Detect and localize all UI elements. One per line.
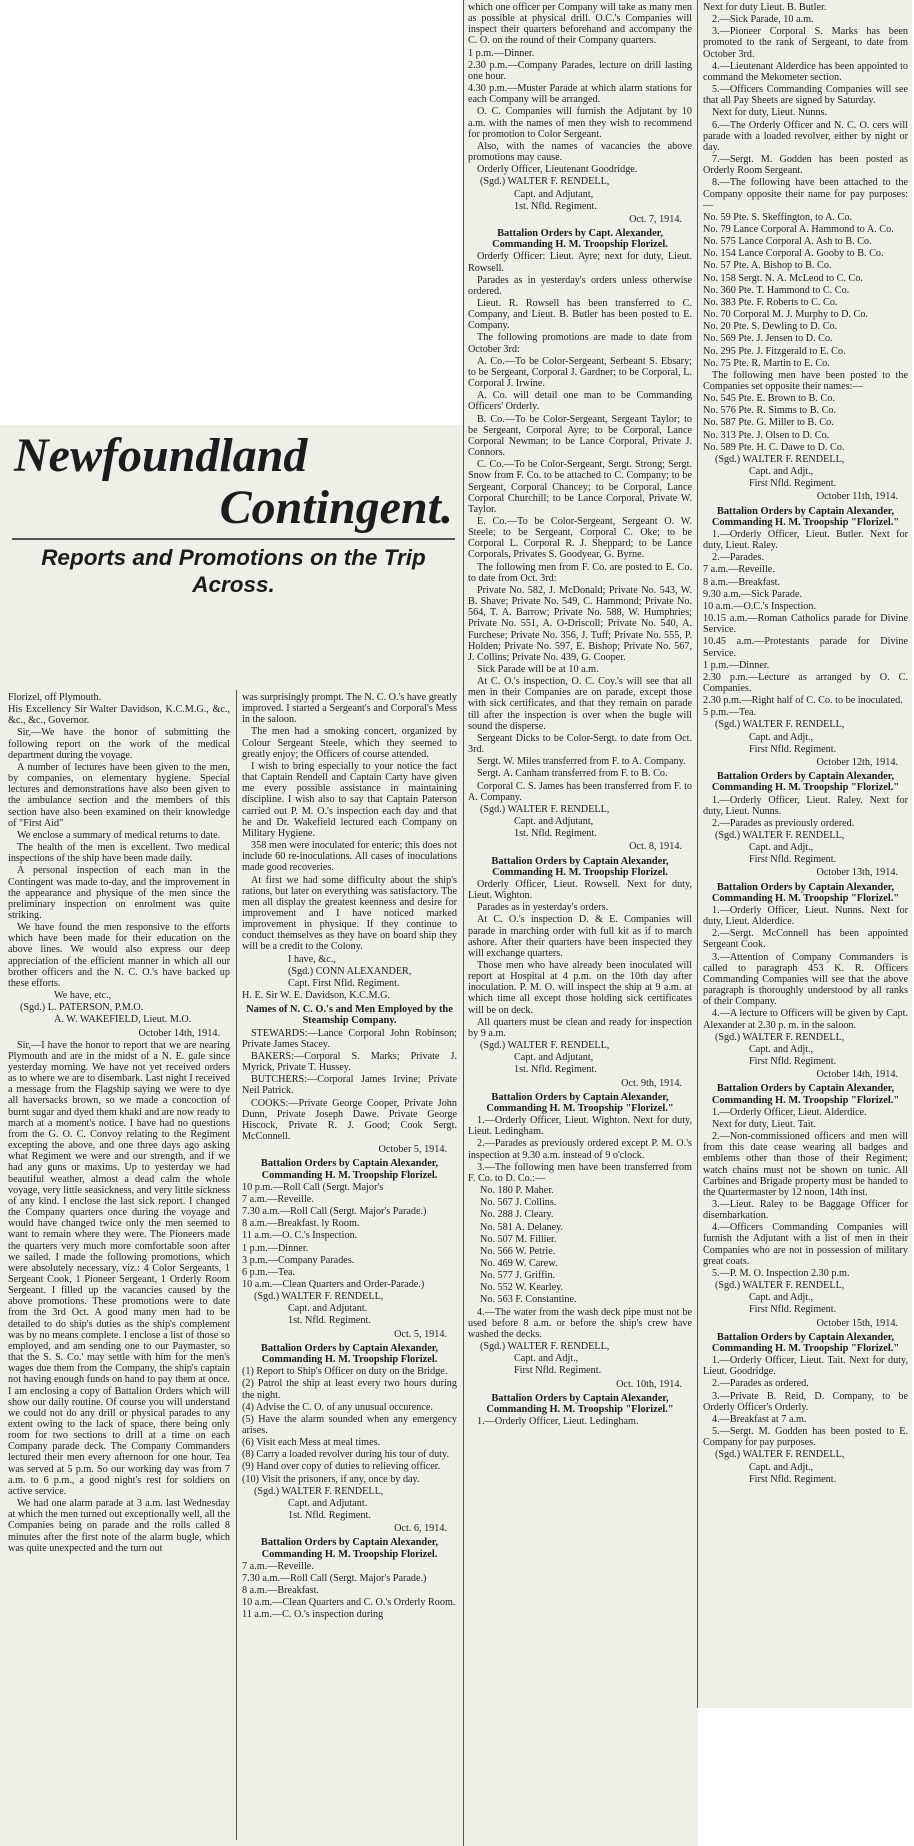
paragraph: 4.—A lecture to Officers will be given by Capt. Alexander at 2.30 p. m. in the saloon. — [703, 1008, 908, 1031]
paragraph: 7 a.m.—Reveille. — [703, 564, 775, 576]
paragraph: 358 men were inoculated for enteric; this does not include 60 re-inoculations. All cases of inoculations made good recoveries. — [242, 840, 457, 874]
paragraph: 1.—Orderly Officer, Lieut. Butler. Next for duty, Lieut. Raley. — [703, 528, 908, 552]
paragraph: The following men from F. Co. are posted to E. Co. to date from Oct. 3rd: — [468, 561, 692, 584]
paragraph: 8 a.m.—Breakfast. — [703, 576, 780, 588]
paragraph: Parades as in yesterday's orders. — [477, 902, 609, 914]
paragraph: 7 a.m.—Reveille. — [242, 1560, 314, 1572]
signature-line: Capt. and Adjutant, — [514, 1052, 594, 1064]
paragraph: (6) Visit each Mess at meal times. — [242, 1437, 381, 1449]
paragraph: A. Co.—To be Color-Sergeant, Serbeant S. Ebsary; to be Sergeant, Corporal J. Gardner; to be Corporal, L. Corporal J. Irwine. — [468, 355, 692, 390]
paragraph: No. 587 Pte. G. Miller to B. Co. — [703, 417, 834, 429]
signature-line: No. 577 J. Griffin. — [480, 1270, 556, 1282]
paragraph: No. 20 Pte. S. Dewling to D. Co. — [703, 321, 838, 333]
paragraph: 1.—Orderly Officer, Lieut. Tait. Next for duty, Lieut. Goodridge. — [703, 1355, 908, 1378]
signature-line: First Nfld. Regiment. — [749, 1056, 837, 1068]
dateline: October 13th, 1914. — [816, 867, 898, 879]
paragraph: 7 a.m.—Reveille. — [242, 1193, 314, 1205]
signature-line: 1st. Nfld. Regiment. — [514, 828, 597, 840]
signature-line: First Nfld. Regiment. — [749, 478, 837, 490]
paragraph: All quarters must be clean and ready for inspection by 9 a.m. — [468, 1016, 692, 1039]
paragraph: We have found the men responsive to the efforts which have been made for their education on the above lines. We would also express our deep appreciation of the efficient manner in which all our brother officers and the N. C. O.'s have backed up these efforts. — [8, 922, 230, 989]
paragraph: 2.—Parades as previously ordered except P. M. O.'s inspection at 9.30 a.m. instead of 9 o'clock. — [468, 1138, 692, 1161]
signature-line: First Nfld. Regiment. — [749, 854, 837, 866]
signature-line: (Sgd.) WALTER F. RENDELL, — [480, 803, 610, 815]
paragraph: No. 158 Sergt. N. A. McLeod to C. Co. — [703, 272, 863, 284]
paragraph: 4.30 p.m.—Muster Parade at which alarm stations for each Company will be arranged. — [468, 83, 692, 106]
masthead — [6, 430, 461, 598]
signature-line: 1st. Nfld. Regiment. — [514, 200, 597, 212]
paragraph: 10.15 a.m.—Roman Catholics parade for Divine Service. — [703, 613, 908, 636]
signature-line: (Sgd.) L. PATERSON, P.M.O. — [20, 1002, 144, 1014]
text-column-3 — [468, 2, 692, 1842]
signature-line: No. 469 W. Carew. — [480, 1258, 558, 1269]
paragraph: 7.30 a.m.—Roll Call (Sergt. Major's Parade.) — [242, 1206, 427, 1218]
signature-line: No. 581 A. Delaney. — [480, 1221, 564, 1233]
paragraph: STEWARDS:—Lance Corporal John Robinson; Private James Stacey. — [242, 1027, 457, 1050]
paragraph: Those men who have already been inoculated will report at Hospital at 4 p.m. on the 10th day after inoculation. P. M. O. will inspect the ship at 9 a.m. at which time all except those holding sick certificates will be on deck. — [468, 960, 692, 1016]
paragraph: 8.—The following have been attached to the Company opposite their name for pay purposes:— — [703, 177, 908, 211]
paragraph: A personal inspection of each man in the Contingent was made to-day, and the improvement in the appearance and physique of the men since the preliminary inspection on enrolment was quite striking. — [8, 865, 230, 921]
paragraph: A. Co. will detail one man to be Commanding Officers' Orderly. — [468, 390, 692, 413]
paragraph: 2.—Non-commissioned officers and men will from this date cease wearing all badges and emblems other than those of their Regiment; watch chains must not be shown on tunic. All Carbines and Brigade property must be handed to the Quartermaster by 12 noon, 14th inst. — [703, 1131, 908, 1198]
paragraph: COOKS:—Private George Cooper, Private John Dunn, Private Joseph Dawe. Private George Hiscock, Private R. J. Good; Cook Sergt. McConnell. — [242, 1097, 457, 1143]
paragraph: Lieut. R. Rowsell has been transferred to C. Company, and Lieut. B. Butler has been posted to E. Company. — [468, 298, 692, 332]
paragraph: No. 59 Pte. S. Skeffington, to A. Co. — [703, 211, 852, 223]
dateline: October 11th, 1914. — [816, 491, 898, 503]
paragraph: 2.30 p.m.—Lecture as arranged by O. C. Companies. — [703, 671, 908, 694]
headline-line-1: Newfoundland — [14, 429, 308, 482]
paragraph: Next for duty, Lieut. Nunns. — [712, 107, 828, 119]
text-column-2 — [242, 692, 457, 1842]
signature-line: (Sgd.) WALTER F. RENDELL, — [715, 1031, 845, 1043]
paragraph: O. C. Companies will furnish the Adjutant by 10 a.m. with the names of men they wish to recommend for promotion to Color Sergeant. — [468, 106, 692, 140]
paragraph: C. Co.—To be Color-Sergeant, Sergt. Strong; Sergt. Snow from F. Co. to be attached to C. Company; to be Sergeant, Corporal Chancey; to be Corporal, Lance Corporal Churchill; to be Lance Corporal, Private W. Taylor. — [468, 459, 692, 515]
paragraph: The following promotions are made to date from October 3rd: — [468, 332, 692, 355]
paragraph: No. 70 Corporal M. J. Murphy to D. Co. — [703, 309, 868, 321]
paragraph: was surprisingly prompt. The N. C. O.'s have greatly improved. I started a Sergeant's and Corporal's Mess in the saloon. — [242, 692, 457, 726]
paragraph: 1 p.m.—Dinner. — [242, 1242, 309, 1254]
paragraph: 1.—Orderly Officer, Lieut. Raley. Next for duty, Lieut. Nunns. — [703, 794, 908, 817]
paragraph: 10 p.m.—Roll Call (Sergt. Major's — [242, 1181, 384, 1193]
paragraph: 1.—Orderly Officer, Lieut. Wighton. Next for duty, Lieut. Ledingham. — [468, 1115, 692, 1138]
paragraph: Also, with the names of vacancies the above promotions may cause. — [468, 140, 692, 164]
paragraph: Orderly Officer, Lieut. Rowsell. Next for duty, Lieut. Wighton. — [468, 878, 692, 902]
paragraph: Orderly Officer, Lieutenant Goodridge. — [477, 164, 638, 176]
paragraph: 1.—Orderly Officer, Lieut. Nunns. Next for duty, Lieut. Alderdice. — [703, 905, 908, 928]
signature-line: Capt. and Adjt., — [749, 1043, 814, 1055]
paragraph: 10 a.m.—O.C.'s Inspection. — [703, 600, 817, 612]
signature-line: First Nfld. Regiment. — [749, 743, 837, 755]
section-heading: Battalion Orders by Captain Alexander, Commanding H. M. Troopship "Florizel." — [711, 1331, 900, 1354]
paragraph: Parades as in yesterday's orders unless otherwise ordered. — [468, 274, 692, 297]
section-heading: Battalion Orders by Captain Alexander, Commanding H. M. Troopship "Florizel." — [711, 881, 900, 904]
paragraph: 2.—Parades as previously ordered. — [712, 817, 855, 829]
signature-line: 1st. Nfld. Regiment. — [288, 1510, 371, 1522]
paragraph: 5.—P. M. O. Inspection 2.30 p.m. — [712, 1267, 850, 1279]
paragraph: 2.30 p.m.—Right half of C. Co. to be inoculated. — [703, 695, 903, 707]
paragraph: 10.45 a.m.—Protestants parade for Divine Service. — [703, 636, 908, 659]
paragraph: 3.—Pioneer Corporal S. Marks has been promoted to the rank of Sergeant, to date from October 3rd. — [703, 26, 908, 60]
signature-line: (Sgd.) WALTER F. RENDELL, — [715, 719, 845, 731]
paragraph: At C. O.'s inspection D. & E. Companies will parade in marching order with full kit as if to march ashore. After their quarters have been inspected they will exchange quarters. — [468, 914, 692, 959]
signature-line: Capt. and Adjutant. — [288, 1303, 368, 1315]
paragraph: 7.—Sergt. M. Godden has been posted as Orderly Room Sergeant. — [703, 154, 908, 177]
paragraph: The following men have been posted to the Companies set opposite their names:— — [703, 369, 908, 392]
paragraph: 1.—Orderly Officer, Lieut. Ledingham. — [477, 1416, 639, 1428]
paragraph: Next for duty, Lieut. Tait. — [712, 1118, 816, 1130]
section-heading: Battalion Orders by Captain Alexander, Commanding H. M. Troopship Florizel. — [260, 1158, 439, 1181]
paragraph: 8 a.m.—Breakfast. ly Room. — [242, 1218, 360, 1230]
paragraph: 10 a.m.—Clean Quarters and C. O.'s Orderly Room. — [242, 1597, 456, 1609]
paragraph: (5) Have the alarm sounded when any emergency arises. — [242, 1413, 457, 1436]
paragraph: Sir,—I have the honor to report that we are nearing Plymouth and are in the midst of a N. E. gale since yesterday morning. We have not yet received orders as to where we are to disembark. Last night I received a message from the Flagship saying we were to dye all haversacks brown, so we made a concoction of burnt sugar and dyed them khaki and are now ready to march at a moment's notice. I have had no questions from the G. O. C. Convoy relating to the Regiment excepting the above, and one three days ago asking what Regiment we were and our strength, and if we had any guns or maxims. Up to yesterday we had beautiful weather, almost a dead calm the whole voyage, very little seasickness, and very little sickness of any kind. I enclose the last sick report. I changed the Company quarters once during the voyage and would have changed twice only the men seemed to want to remain where they were. The Pioneers made the quarters very much more comfortable soon after we sailed. I made the following promotions, which were absolutely necessary, viz.: 4 Color Sergeants, 1 Sergeant Cook, 1 Pioneer Sergeant, 1 Orderly Room Sergeant. I filled up the vacancies caused by the above promotions. These promotions were to date from the 3rd Oct. A good many men had to be detailed to do ship's duties as the ship's complement was by no means complete. I enclose a list of those so employed, and am sending one to our Paymaster, so that the S. S. Co.' may settle with him for the men's wages due them from the Company, the ship's captain not having enough funds on hand to pay them at once. I am enclosing a copy of Battalion Orders which will show our daily routine. Of course you will understand we could not do any drill or physical parades to any extent owing to the lack of space, there being only room for two sections to drill at a time on each Company parade deck. The Company Commanders lectured their men every afternoon for one hour. Tea was served at 5 p.m. So our working day was from 7 a.m. to 6 p.m., a good night's rest for soldiers on active service. — [8, 1039, 230, 1497]
paragraph: No. 575 Lance Corporal A. Ash to B. Co. — [703, 236, 872, 248]
section-heading: Battalion Orders by Captain Alexander, Commanding H. M. Troopship "Florizel." — [711, 505, 900, 528]
signature-line: Capt. and Adjt., — [749, 466, 814, 478]
paragraph: His Excellency Sir Walter Davidson, K.C.M.G., &c., &c., &c., Governor. — [8, 704, 230, 727]
paragraph: No. 360 Pte. T. Hammond to C. Co. — [703, 284, 850, 296]
dateline: Oct. 8, 1914. — [629, 841, 682, 853]
paragraph: Sergt. A. Canham transferred from F. to B. Co. — [477, 768, 668, 780]
signature-line: A. W. WAKEFIELD, Lieut. M.O. — [54, 1014, 192, 1026]
paragraph: BUTCHERS:—Corporal James Irvine; Private Neil Patrick. — [242, 1074, 457, 1097]
paragraph: No. 589 Pte. H. C. Dawe to D. Co. — [703, 441, 845, 453]
paragraph: Sergt. W. Miles transferred from F. to A. Company. — [477, 756, 686, 768]
section-heading: Battalion Orders by Captain Alexander, Commanding H. M. Troopship "Florizel." — [711, 1083, 900, 1106]
paragraph: B. Co.—To be Color-Sergeant, Sergeant Taylor; to be Sergeant, Corporal Ayre; to be Corporal, Lance Corporal Newman; to be Lance Corporal, Private J. Connors. — [468, 413, 692, 459]
paragraph: 5.—Sergt. M. Godden has been posted to E. Company for pay purposes. — [703, 1426, 908, 1449]
dateline: October 5, 1914. — [378, 1144, 447, 1156]
signature-line: First Nfld. Regiment. — [749, 1304, 837, 1316]
paragraph: No. 295 Pte. J. Fitzgerald to E. Co. — [703, 345, 846, 357]
paragraph: Orderly Officer: Lieut. Ayre; next for duty, Lieut. Rowsell. — [468, 251, 692, 274]
signature-line: Capt. First Nfld. Regiment. — [288, 977, 400, 989]
section-heading: Battalion Orders by Captain Alexander, Commanding H. M. Troopship Florizel. — [260, 1342, 439, 1365]
paragraph: 3.—Private B. Reid, D. Company, to be Orderly Officer's Orderly. — [703, 1390, 908, 1413]
headline-line-2: Contingent. — [219, 481, 453, 534]
paragraph: 5 p.m.—Tea. — [703, 707, 757, 719]
paragraph: 1 p.m.—Dinner. — [703, 659, 770, 671]
paragraph: BAKERS:—Corporal S. Marks; Private J. Myrick, Private T. Hussey. — [242, 1050, 457, 1074]
paragraph: No. 569 Pte. J. Jensen to D. Co. — [703, 333, 833, 345]
signature-line: No. 288 J. Cleary. — [480, 1209, 554, 1221]
signature-line: 1st. Nfld. Regiment. — [514, 1064, 597, 1076]
paragraph: 3.—The following men have been transferred from F. Co. to D. Co.:— — [468, 1161, 692, 1184]
dateline: October 15th, 1914. — [816, 1317, 898, 1329]
paragraph: No. 383 Pte. F. Roberts to C. Co. — [703, 296, 838, 308]
paragraph: 2.—Parades as ordered. — [712, 1378, 809, 1390]
paragraph: 11 a.m.—C. O.'s inspection during — [242, 1609, 384, 1621]
dateline: Oct. 10th, 1914. — [616, 1378, 682, 1390]
signature-line: Capt. and Adjt., — [749, 1461, 814, 1473]
paragraph: (10) Visit the prisoners, if any, once by day. — [242, 1473, 420, 1485]
signature-line: No. 507 M. Fillier. — [480, 1233, 557, 1245]
signature-line: No. 180 P. Maher. — [480, 1185, 554, 1197]
signature-line: 1st. Nfld. Regiment. — [288, 1315, 371, 1327]
signature-line: No. 563 F. Constantine. — [480, 1294, 577, 1306]
dateline: October 14th, 1914. — [138, 1027, 220, 1039]
paragraph: (4) Advise the C. O. of any unusual occurence. — [242, 1401, 433, 1413]
paragraph: 4.—The water from the wash deck pipe must not be used before 8 a.m. or before the ship's crew have washed the decks. — [468, 1306, 692, 1340]
signature-line: First Nfld. Regiment. — [749, 1473, 837, 1485]
paragraph: which one officer per Company will take as many men as possible at physical drill. O.C.'s Companies will inspect their quarters beforehand and accompany the C. O. on the round of their Company quarters. — [468, 2, 692, 47]
paragraph: 11 a.m.—O. C.'s Inspection. — [242, 1230, 358, 1242]
paragraph: 2.—Sergt. McConnell has been appointed Sergeant Cook. — [703, 928, 908, 951]
signature-line: (Sgd.) WALTER F. RENDELL, — [480, 1040, 610, 1052]
signature-line: (Sgd.) CONN ALEXANDER, — [288, 965, 412, 977]
signature-line: (Sgd.) WALTER F. RENDELL, — [715, 1280, 845, 1292]
subheadline: Reports and Promotions on the Trip Across. — [41, 545, 426, 597]
paragraph: 6.—The Orderly Officer and N. C. O. cers will parade with a loaded revolver, either by night or day. — [703, 119, 908, 153]
signature-line: Capt. and Adjutant, — [514, 816, 594, 828]
signature-line: No. 567 J. Collins. — [480, 1197, 557, 1209]
paragraph: We enclose a summary of medical returns to date. — [17, 829, 221, 841]
text-column-1 — [8, 692, 230, 1842]
paragraph: 1.—Orderly Officer, Lieut. Alderdice. — [712, 1106, 867, 1118]
signature-line: (Sgd.) WALTER F. RENDELL, — [715, 1449, 845, 1461]
paragraph: Corporal C. S. James has been transferred from F. to A. Company. — [468, 780, 692, 803]
signature-line: We have, etc., — [54, 990, 112, 1002]
paragraph: 3 p.m.—Company Parades. — [242, 1254, 355, 1266]
paragraph: No. 75 Pte. R. Martin to E. Co. — [703, 357, 830, 369]
paragraph: 2.—Parades. — [712, 552, 765, 564]
paragraph: Private No. 582, J. McDonald; Private No. 543, W. B. Shave; Private No. 549, C. Hammond; Private No. 564, T. A. Barrow; Private No. 588, W. Humphries; Private No. 551, A. O-Driscoll; Private No. 540, A. Furchese; Private No. 356, J. Tuff; Private No. 555, P. Holden; Private No. 597, E. Bishop; Private No. 567, J. Collins; Private No. 439, G. Cooper. — [468, 584, 692, 663]
paragraph: (2) Patrol the ship at least every two hours during the night. — [242, 1378, 457, 1401]
section-heading: Battalion Orders by Captain Alexander, Commanding H. M. Troopship "Florizel." — [486, 1091, 674, 1114]
paragraph: Florizel, off Plymouth. — [8, 692, 102, 703]
signature-line: Capt. and Adjt., — [749, 842, 814, 854]
paragraph: The men had a smoking concert, organized by Colour Sergeant Steele, which they seemed to greatly enjoy; the Officers of course attended. — [242, 726, 457, 760]
headline-rule — [12, 538, 455, 540]
dateline: Oct. 7, 1914. — [629, 213, 682, 225]
signature-line: (Sgd.) WALTER F. RENDELL, — [480, 1341, 610, 1353]
signature-line: (Sgd.) WALTER F. RENDELL, — [254, 1291, 384, 1303]
paragraph: No. 79 Lance Corporal A. Hammond to A. Co. — [703, 223, 894, 235]
dateline: Oct. 9th, 1914. — [621, 1077, 682, 1089]
section-heading: Battalion Orders by Captain Alexander, Commanding H. M. Troopship Florizel. — [260, 1537, 439, 1560]
paragraph: No. 57 Pte. A. Bishop to B. Co. — [703, 260, 832, 272]
paragraph: (8) Carry a loaded revolver during his tour of duty. — [242, 1449, 449, 1461]
section-heading: Battalion Orders by Capt. Alexander, Commanding H. M. Troopship Florizel. — [492, 227, 668, 251]
signature-line: (Sgd.) WALTER F. RENDELL, — [715, 453, 845, 465]
signature-line: Capt. and Adjt., — [514, 1353, 579, 1365]
paragraph: No. 576 Pte. R. Simms to B. Co. — [703, 405, 837, 417]
paragraph: 9.30 a.m.—Sick Parade. — [703, 588, 803, 600]
dateline: October 12th, 1914. — [816, 756, 898, 768]
paragraph: 1 p.m.—Dinner. — [468, 47, 535, 59]
signature-line: (Sgd.) WALTER F. RENDELL, — [480, 176, 610, 188]
column-divider-2 — [463, 0, 464, 1846]
signature-line: Capt. and Adjt., — [749, 1292, 814, 1304]
paragraph: Sergeant Dicks to be Color-Sergt. to date from Oct. 3rd. — [468, 732, 692, 756]
paragraph: 3.—Attention of Company Commanders is called to paragraph 453 K. R. Officers Commanding Companies will see that the above paragraph is thoroughly understood by all ranks of their Company. — [703, 951, 908, 1008]
paragraph: 8 a.m.—Breakfast. — [242, 1585, 319, 1597]
signature-line: Capt. and Adjt., — [749, 731, 814, 743]
paragraph: 10 a.m.—Clean Quarters and Order-Parade.) — [242, 1279, 425, 1290]
dateline: October 14th, 1914. — [816, 1069, 898, 1081]
paragraph: 2.30 p.m.—Company Parades, lecture on drill lasting one hour. — [468, 59, 692, 82]
paragraph: Sir,—We have the honor of submitting the following report on the work of the medical department during the voyage. — [8, 727, 230, 761]
paragraph: A number of lectures have been given to the men, by companies, on elementary hygiene. Special lectures and demonstrations have also been given to the ambulance section and the members of this section have also been examined on their knowledge of "First Aid" — [8, 761, 230, 829]
signature-line: First Nfld. Regiment. — [514, 1365, 602, 1377]
paragraph: No. 154 Lance Corporal A. Gooby to B. Co. — [703, 248, 884, 260]
dateline: Oct. 6, 1914. — [394, 1523, 447, 1535]
paragraph: 4.—Lieutenant Alderdice has been appointed to command the Mekometer section. — [703, 60, 908, 83]
signature-line: No. 552 W. Kearley. — [480, 1282, 564, 1294]
paragraph: 4.—Officers Commanding Companies will furnish the Adjutant with a list of men in their Companies who are not in possession of military great coats. — [703, 1222, 908, 1267]
section-heading: Battalion Orders by Captain Alexander, Commanding H. M. Troopship "Florizel." — [711, 771, 900, 794]
paragraph: 6 p.m.—Tea. — [242, 1266, 296, 1278]
paragraph: (9) Hand over copy of duties to relieving officer. — [242, 1461, 441, 1473]
paragraph: E. Co.—To be Color-Sergeant, Sergeant O. W. Steele; to be Sergeant, Corporal C. Oke; to be Corporal L. Corporal R. J. Sheppard; to be Lance Corporals, Privates S. Goodyear, G. Byrne. — [468, 515, 692, 561]
paragraph: 7.30 a.m.—Roll Call (Sergt. Major's Parade.) — [242, 1572, 427, 1584]
signature-line: (Sgd.) WALTER F. RENDELL, — [254, 1485, 384, 1497]
paragraph: We had one alarm parade at 3 a.m. last Wednesday at which the men turned out exceptionally well, all the Companies being on parade and the rolls called 8 minutes after the first note of the alarm bugle, which was quite unexpected and the turn out — [8, 1498, 230, 1554]
paragraph: 5.—Officers Commanding Companies will see that all Pay Sheets are signed by Saturday. — [703, 84, 908, 107]
signature-line: I have, &c., — [288, 953, 336, 965]
section-heading: Battalion Orders by Captain Alexander, Commanding H. M. Troopship Florizel. — [491, 855, 669, 878]
text-column-4 — [703, 2, 908, 1702]
paragraph: (1) Report to Ship's Officer on duty on the Bridge. — [242, 1366, 448, 1378]
paragraph: Next for duty Lieut. B. Butler. — [703, 2, 827, 13]
paragraph: No. 545 Pte. E. Brown to B. Co. — [703, 393, 835, 405]
signature-line: Capt. and Adjutant. — [288, 1497, 368, 1509]
paragraph: The health of the men is excellent. Two medical inspections of the ship have been made daily. — [8, 842, 230, 865]
column-divider-1 — [236, 690, 237, 1840]
section-heading: Battalion Orders by Captain Alexander, Commanding H. M. Troopship "Florizel." — [486, 1392, 674, 1415]
paragraph: 3.—Lieut. Raley to be Baggage Officer for disembarkation. — [703, 1199, 908, 1222]
paragraph: 4.—Breakfast at 7 a.m. — [712, 1413, 807, 1425]
paragraph: I wish to bring especially to your notice the fact that Captain Rendell and Captain Carty have given me every possible assistance in maintaining discipline. I wish also to say that Captain Paterson carried out P. M. O.'s inspection each day and that he and Dr. Wakefield lectured each Company on Military Hygiene. — [242, 760, 457, 839]
signature-line: (Sgd.) WALTER F. RENDELL, — [715, 829, 845, 841]
paragraph: 2.—Sick Parade, 10 a.m. — [712, 14, 814, 26]
paragraph: At first we had some difficulty about the ship's rations, but later on everything was satisfactory. The men all display the greatest keenness and desire for improvement and I have noticed marked improvement in physique. If they continue to conduct themselves as they have on board ship they will be a credit to the Colony. — [242, 874, 457, 953]
signature-line: No. 566 W. Petrie. — [480, 1245, 556, 1257]
column-divider-3 — [697, 0, 698, 1708]
paragraph: At C. O.'s inspection, O. C. Coy.'s will see that all men in their Companies are on parade, except those with sick certificates, and that they remain on parade till after the inspection is over when the bugle will sound the disperse. — [468, 676, 692, 732]
paragraph: No. 313 Pte. J. Olsen to D. Co. — [703, 429, 830, 441]
dateline: Oct. 5, 1914. — [394, 1328, 447, 1340]
paragraph: Sick Parade will be at 10 a.m. — [477, 664, 599, 675]
section-heading: Names of N. C. O.'s and Men Employed by the Steamship Company. — [246, 1004, 453, 1027]
paragraph: H. E. Sir W. E. Davidson, K.C.M.G. — [242, 990, 391, 1002]
signature-line: Capt. and Adjutant, — [514, 188, 594, 200]
